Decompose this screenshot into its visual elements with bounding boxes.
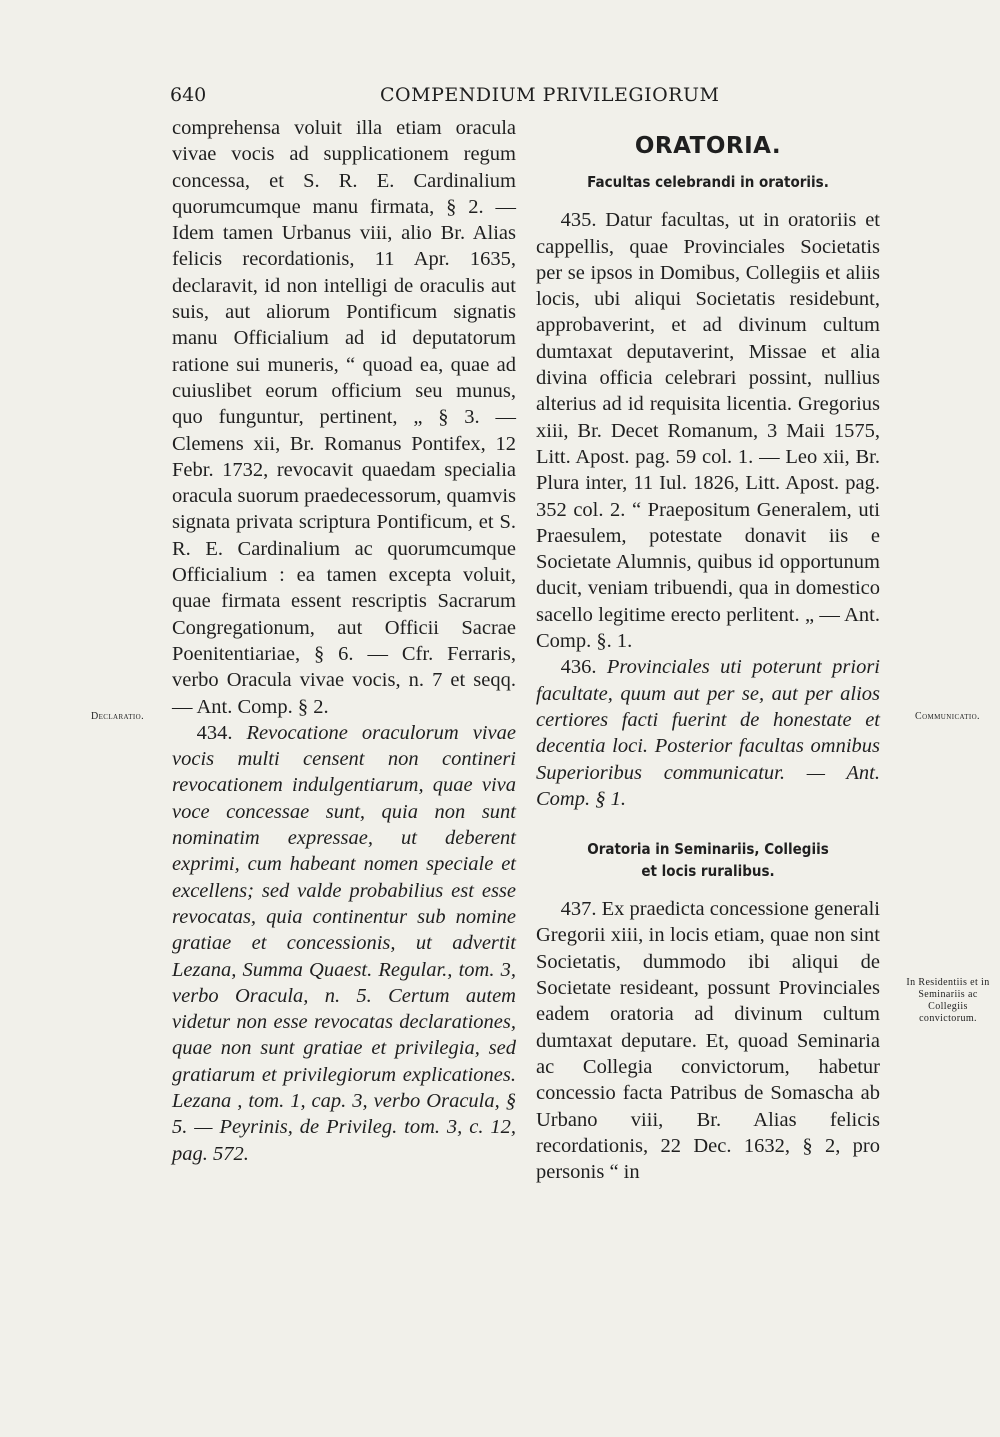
right-column xyxy=(536,115,880,1185)
paragraph-number: 434. xyxy=(196,721,233,744)
subheading-oratoria xyxy=(536,838,880,882)
paragraph-436-text: Provinciales uti poterunt priori facultate, quum aut per se, aut per alios certiores facti fuerint de honestate et decentia loci. Posterior facultas omnibus Superioribus communicatur. — Ant. Comp. § 1. xyxy=(536,656,881,810)
subheading-line: et locis ruralibus. xyxy=(641,862,775,881)
margin-note-communicatio: Communicatio. xyxy=(915,711,980,722)
margin-note-residentiis: In Residentiis et in Seminariis ac Collegiis convictorum. xyxy=(906,977,990,1024)
paragraph-435: 435. Datur facultas, ut in oratoriis et cappellis, quae Provinciales Societatis per se ipsos in Domibus, Collegiis et aliis locis, ubi aliqui Societatis residebunt, approbaverint, et ad divinum cultum dumtaxat deputaverint, Missae et alia divina officia celebrari possint, nullius alterius ad id requisita licentia. Gregorius xiii, Br. Decet Romanum, 3 Maii 1575, Litt. Apost. pag. 59 col. 1. — Leo xii, Br. Plura inter, 11 Iul. 1826, Litt. Apost. pag. 352 col. 2. “ Praepositum Generalem, uti Praesulem, potestate donavit iis e Societate Alumnis, quibus id opportunum ducit, veniam tribuendi, qua in domestico sacello legitime erecto perlitent. „ — Ant. Comp. §. 1. xyxy=(536,209,880,653)
margin-note-declaratio: Declaratio. xyxy=(90,711,144,722)
left-column xyxy=(172,115,516,1167)
page-header xyxy=(170,84,870,110)
subheading-facultas: Facultas celebrandi in oratoriis. xyxy=(587,173,829,192)
paragraph-number: 436. xyxy=(560,656,597,679)
paragraph-434 xyxy=(172,720,516,1167)
paragraph-434-text: Revocatione oraculorum vivae vocis multi censent non contineri revocationem indulgentiarum, quae viva voce concessae sunt, quia non sunt nominatim expressae, ut deberent exprimi, cum habeant nomen speciale et excellens; sed valde probabilius est esse revocatas, quia continentur sub nomine gratiae et concessionis, ut advertit Lezana, Summa Quaest. Regular., tom. 3, verbo Oracula, n. 5. Certum autem videtur non esse revocatas declarationes, quae non sunt gratiae et privilegia, sed gratiarum et privilegiorum explicationes. Lezana , tom. 1, cap. 3, verbo Oracula, § 5. — Peyrinis, de Privileg. tom. 3, c. 12, pag. 572. xyxy=(172,721,517,1165)
running-title: COMPENDIUM PRIVILEGIORUM xyxy=(380,84,720,106)
subheading-line: Oratoria in Seminariis, Collegiis xyxy=(587,840,829,859)
paragraph-437: 437. Ex praedicta concessione generali Gregorii xiii, in locis etiam, quae non sint Societatis, dummodo ibi aliqui de Societate resideant, possunt Provinciales eadem oratoria ad divinum cultum dumtaxat deputare. Et, quoad Seminaria ac Collegia convictorum, habetur concessio facta Patribus de Somascha ab Urbano viii, Br. Alias felicis recordationis, 22 Dec. 1632, § 2, pro personis “ in xyxy=(536,898,880,1184)
paragraph-433-continued: comprehensa voluit illa etiam oracula vivae vocis ad supplicationem regum concessa, et S. R. E. Cardinalium quorumcumque manu firmata, § 2. — Idem tamen Urbanus viii, alio Br. Alias felicis recordationis, 11 Apr. 1635, declaravit, id non intelligi de oraculis aut suis, aut aliorum Pontificum signatis manu Officialium ad id deputatorum ratione sui muneris, “ quoad ea, quae ad cuiuslibet eorum officium seu munus, quo funguntur, pertinent, „ § 3. — Clemens xii, Br. Romanus Pontifex, 12 Febr. 1732, revocavit quaedam specialia oracula suorum praedecessorum, quamvis signata privata scriptura Pontificum, et S. R. E. Cardinalium ac quorumcumque Officialium : ea tamen excepta voluit, quae firmata essent rescriptis Sacrarum Congregationum, aut Officii Sacrae Poenitentiariae, § 6. — Cfr. Ferraris, verbo Oracula vivae vocis, n. 7 et seqq. — Ant. Comp. § 2. xyxy=(172,117,516,718)
paragraph-436 xyxy=(536,654,880,812)
section-title: ORATORIA. xyxy=(634,133,782,159)
page-number: 640 xyxy=(170,84,207,106)
